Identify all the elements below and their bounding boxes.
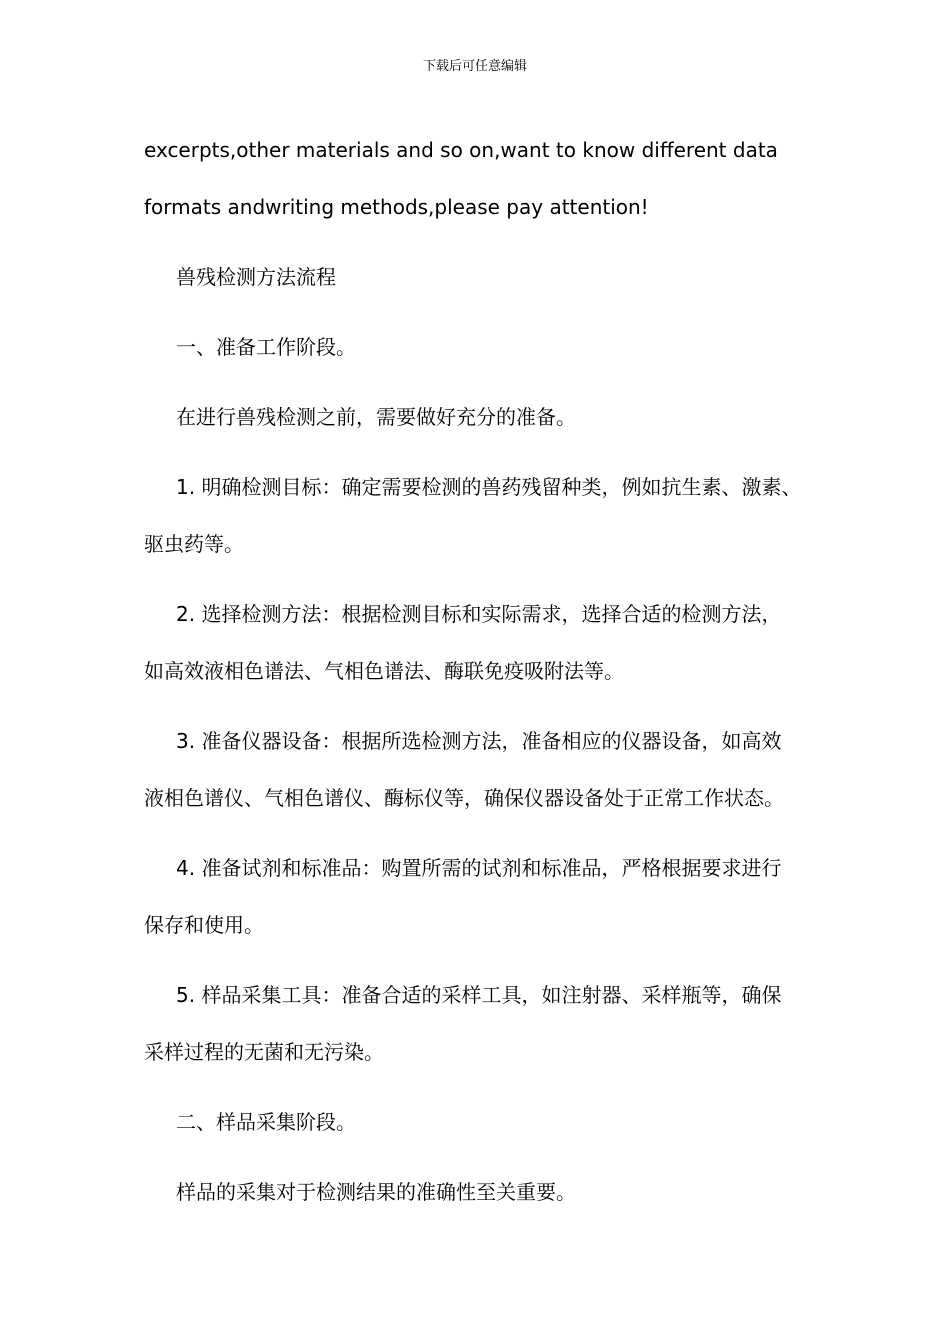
list-item-continuation: 保存和使用。 [144,913,264,937]
paragraph: 样品的采集对于检测结果的准确性至关重要。 [176,1180,576,1204]
list-item: 1. 明确检测目标：确定需要检测的兽药残留种类，例如抗生素、激素、 [176,475,802,499]
paragraph: 在进行兽残检测之前，需要做好充分的准备。 [176,405,576,429]
list-item-continuation: 采样过程的无菌和无污染。 [144,1040,384,1064]
page-header: 下载后可任意编辑 [422,59,527,74]
section-heading: 一、准备工作阶段。 [176,335,356,359]
list-item-continuation: 如高效液相色谱法、气相色谱法、酶联免疫吸附法等。 [144,659,624,683]
list-item: 3. 准备仪器设备：根据所选检测方法，准备相应的仪器设备，如高效 [176,729,782,753]
section-heading: 二、样品采集阶段。 [176,1110,356,1134]
text-line: excerpts,other materials and so on,want to know different data [144,138,778,162]
list-item-continuation: 液相色谱仪、气相色谱仪、酶标仪等，确保仪器设备处于正常工作状态。 [144,786,784,810]
list-item: 5. 样品采集工具：准备合适的采样工具，如注射器、采样瓶等，确保 [176,983,782,1007]
list-item: 4. 准备试剂和标准品：购置所需的试剂和标准品，严格根据要求进行 [176,856,782,880]
list-item: 2. 选择检测方法：根据检测目标和实际需求，选择合适的检测方法， [176,602,782,626]
list-item-continuation: 驱虫药等。 [144,532,244,556]
text-line: formats andwriting methods,please pay attention! [144,195,649,219]
document-title: 兽残检测方法流程 [176,265,336,289]
